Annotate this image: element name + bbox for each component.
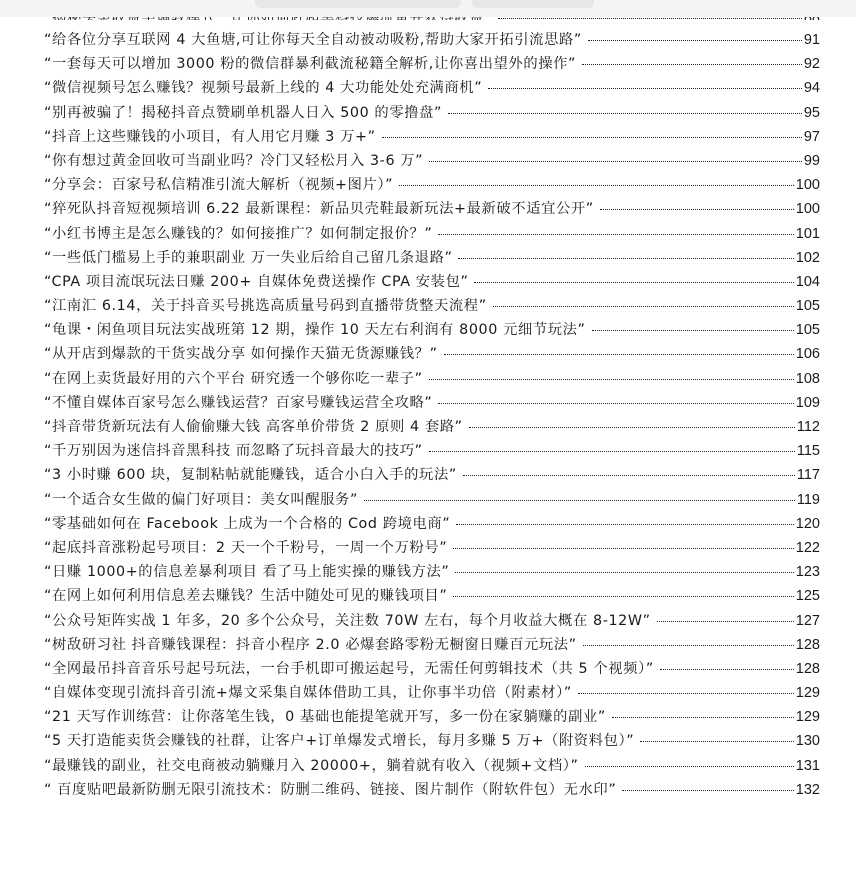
toc-entry[interactable] [44, 609, 820, 633]
toc-entry-page: 112 [796, 419, 820, 435]
toolbar-tab[interactable] [255, 0, 461, 8]
dot-leader [657, 621, 794, 622]
toc-entry[interactable] [44, 584, 820, 608]
toc-entry[interactable] [44, 294, 820, 318]
dot-leader [588, 40, 802, 41]
toc-entry[interactable] [44, 754, 820, 778]
toc-entry-page: 129 [795, 709, 820, 726]
toc-entry-page: 122 [795, 539, 820, 556]
table-of-contents [44, 3, 820, 802]
dot-leader [455, 572, 793, 573]
dot-leader [498, 18, 802, 19]
top-toolbar [0, 0, 856, 17]
toc-entry-page: 130 [795, 733, 820, 750]
toc-entry-title: “3 小时赚 600 块，复制粘帖就能赚钱，适合小白入手的玩法” [44, 467, 457, 484]
dot-leader [660, 669, 794, 670]
toc-entry-title: “ 百度贴吧最新防删无限引流技术：防删二维码、链接、图片制作（附软件包）无水印” [44, 781, 617, 798]
dot-leader [469, 427, 795, 428]
toc-entry-page: 105 [795, 322, 820, 339]
toc-entry[interactable] [44, 705, 820, 729]
toc-entry-title: “分享会：百家号私信精准引流大解析（视频+图片）” [44, 177, 394, 194]
toc-entry-page: 108 [795, 370, 820, 387]
toc-entry-page: 129 [795, 685, 820, 702]
dot-leader [399, 185, 794, 186]
toc-entry-title: “给各位分享互联网 4 大鱼塘,可让你每天全自动被动吸粉,帮助大家开拓引流思路” [44, 32, 582, 48]
toc-entry[interactable] [44, 149, 820, 173]
toc-entry-page: 132 [795, 781, 820, 798]
toc-entry-title: “别再被骗了！揭秘抖音点赞刷单机器人日入 500 的零撸盘” [44, 104, 443, 121]
toc-entry[interactable] [44, 729, 820, 753]
toc-entry[interactable] [44, 536, 820, 560]
toc-entry[interactable] [44, 197, 820, 221]
dot-leader [578, 693, 794, 694]
dot-leader [444, 354, 794, 355]
dot-leader [448, 113, 802, 114]
toc-entry[interactable] [44, 778, 820, 802]
toc-entry-title: “抖音上这些赚钱的小项目，有人用它月赚 3 万+” [44, 128, 376, 145]
toc-entry[interactable] [44, 367, 820, 391]
toc-entry-page: 97 [803, 128, 820, 145]
toc-entry[interactable] [44, 415, 820, 439]
toc-entry-page: 104 [795, 273, 820, 290]
dot-leader [493, 306, 794, 307]
dot-leader [453, 548, 794, 549]
toc-entry[interactable] [44, 52, 820, 76]
toc-entry-page: 100 [795, 177, 820, 194]
dot-leader [382, 137, 802, 138]
toc-entry-title: “起底抖音涨粉起号项目：2 天一个千粉号，一周一个万粉号” [44, 539, 448, 556]
toc-entry-title: “一些低门槛易上手的兼职副业 万一失业后给自己留几条退路” [44, 249, 453, 266]
toc-entry-page: 99 [803, 152, 820, 169]
toc-entry-page: 106 [795, 346, 820, 363]
toc-entry-page: 127 [795, 612, 820, 629]
toc-entry-page: 95 [803, 104, 820, 121]
toc-entry-page: 92 [803, 56, 820, 73]
toc-entry-title: “零基础如何在 Facebook 上成为一个合格的 Cod 跨境电商” [44, 515, 451, 532]
toc-entry-title: “21 天写作训练营：让你落笔生钱，0 基础也能提笔就开写，多一份在家躺赚的副业” [44, 709, 606, 726]
dot-leader [622, 790, 793, 791]
toc-entry[interactable] [44, 633, 820, 657]
toc-entry-title: “CPA 项目流氓玩法日赚 200+ 自媒体免费送操作 CPA 安装包” [44, 273, 469, 290]
toc-entry-title: “千万别因为迷信抖音黑科技 而忽略了玩抖音最大的技巧” [44, 443, 423, 460]
toc-entry[interactable] [44, 512, 820, 536]
dot-leader [429, 451, 795, 452]
toc-entry-page: 125 [795, 588, 820, 605]
dot-leader [583, 645, 794, 646]
dot-leader [600, 209, 794, 210]
toc-entry-title: “在网上卖货最好用的六个平台 研究透一个够你吃一辈子” [44, 370, 423, 387]
toc-entry-title: “从开店到爆款的干货实战分享 如何操作天猫无货源赚钱？” [44, 346, 438, 363]
toc-entry[interactable] [44, 28, 820, 52]
toc-entry-page: 94 [803, 80, 820, 97]
toc-entry-title: “江南汇 6.14，关于抖音买号挑选高质量号码到直播带货整天流程” [44, 298, 487, 315]
dot-leader [612, 717, 794, 718]
toc-entry-page: 120 [795, 515, 820, 532]
toc-entry-page: 128 [795, 660, 820, 677]
toc-entry-page: 117 [796, 467, 820, 484]
toc-entry-page: 105 [795, 298, 820, 315]
dot-leader [463, 475, 795, 476]
dot-leader [453, 596, 793, 597]
toc-entry-page: 128 [795, 636, 820, 653]
toc-entry-title: “全网最吊抖音音乐号起号玩法，一台手机即可搬运起号，无需任何剪辑技术（共 5 个视频）” [44, 660, 654, 677]
toc-entry-title: “一套每天可以增加 3000 粉的微信群暴利截流秘籍全解析,让你喜出望外的操作” [44, 56, 577, 73]
toc-entry-page: 101 [795, 225, 820, 242]
toc-entry-title: “自媒体变现引流抖音引流+爆文采集自媒体借助工具，让你事半功倍（附素材）” [44, 685, 572, 702]
dot-leader [438, 403, 793, 404]
toc-entry[interactable] [44, 318, 820, 342]
toc-entry-page: 115 [796, 443, 820, 460]
dot-leader [438, 234, 793, 235]
dot-leader [582, 64, 802, 65]
toc-entry[interactable] [44, 439, 820, 463]
dot-leader [488, 88, 802, 89]
toc-entry-title: “抖音带货新玩法有人偷偷赚大钱 高客单价带货 2 原则 4 套路” [44, 419, 463, 435]
dot-leader [456, 524, 793, 525]
toc-entry[interactable] [44, 463, 820, 487]
toc-entry-title: “小红书博主是怎么赚钱的？如何接推广？如何制定报价？” [44, 225, 433, 242]
toc-entry-title: “5 天打造能卖货会赚钱的社群，让客户+订单爆发式增长，每月多赚 5 万+（附资料包）” [44, 733, 635, 750]
dot-leader [364, 500, 795, 501]
toc-entry[interactable] [44, 173, 820, 197]
toc-entry[interactable] [44, 681, 820, 705]
dot-leader [458, 258, 793, 259]
toc-entry[interactable] [44, 222, 820, 246]
dot-leader [640, 741, 794, 742]
toc-entry-page: 109 [795, 394, 820, 411]
toc-entry-page: 123 [795, 564, 820, 581]
toolbar-tab[interactable] [472, 0, 594, 8]
toc-entry-title: “猝死队抖音短视频培训 6.22 最新课程：新品贝壳鞋最新玩法+最新破不适宜公开” [44, 201, 594, 218]
toc-entry-page: 100 [795, 201, 820, 218]
toc-entry[interactable] [44, 270, 820, 294]
toc-entry-title: “日赚 1000+的信息差暴利项目 看了马上能实操的赚钱方法” [44, 564, 450, 581]
toc-entry-page: 131 [795, 757, 820, 774]
dot-leader [592, 330, 794, 331]
toc-entry-title: “不懂自媒体百家号怎么赚钱运营？百家号赚钱运营全攻略” [44, 394, 433, 411]
toc-entry-title: “你有想过黄金回收可当副业吗？冷门又轻松月入 3-6 万” [44, 152, 424, 169]
toc-entry[interactable] [44, 342, 820, 366]
toc-entry[interactable] [44, 246, 820, 270]
toc-entry[interactable] [44, 125, 820, 149]
toc-entry-title: “龟课・闲鱼项目玩法实战班第 12 期，操作 10 天左右利润有 8000 元细节玩法” [44, 322, 586, 339]
toc-entry-page: 119 [796, 491, 820, 508]
dot-leader [474, 282, 793, 283]
toc-entry-title: “公众号矩阵实战 1 年多，20 多个公众号，关注数 70W 左右，每个月收益大概在 8-12W” [44, 612, 651, 629]
toc-entry[interactable] [44, 657, 820, 681]
toc-entry-title: “微信视频号怎么赚钱？视频号最新上线的 4 大功能处处充满商机” [44, 80, 483, 97]
toc-entry-title: “在网上如何利用信息差去赚钱？生活中随处可见的赚钱项目” [44, 588, 448, 605]
toc-entry[interactable] [44, 488, 820, 512]
toc-entry[interactable] [44, 76, 820, 100]
toc-entry[interactable] [44, 101, 820, 125]
toc-entry[interactable] [44, 560, 820, 584]
toc-entry-page: 102 [795, 249, 820, 266]
toc-entry-page: 91 [803, 32, 820, 48]
dot-leader [585, 766, 794, 767]
toc-entry-title: “一个适合女生做的偏门好项目：美女叫醒服务” [44, 491, 358, 508]
toc-entry-title: “树敌研习社 抖音赚钱课程：抖音小程序 2.0 必爆套路零粉无橱窗日赚百元玩法” [44, 636, 577, 653]
toc-entry-title: “最赚钱的副业，社交电商被动躺赚月入 20000+，躺着就有收入（视频+文档）” [44, 757, 579, 774]
dot-leader [429, 161, 802, 162]
dot-leader [429, 379, 794, 380]
toc-entry[interactable] [44, 391, 820, 415]
